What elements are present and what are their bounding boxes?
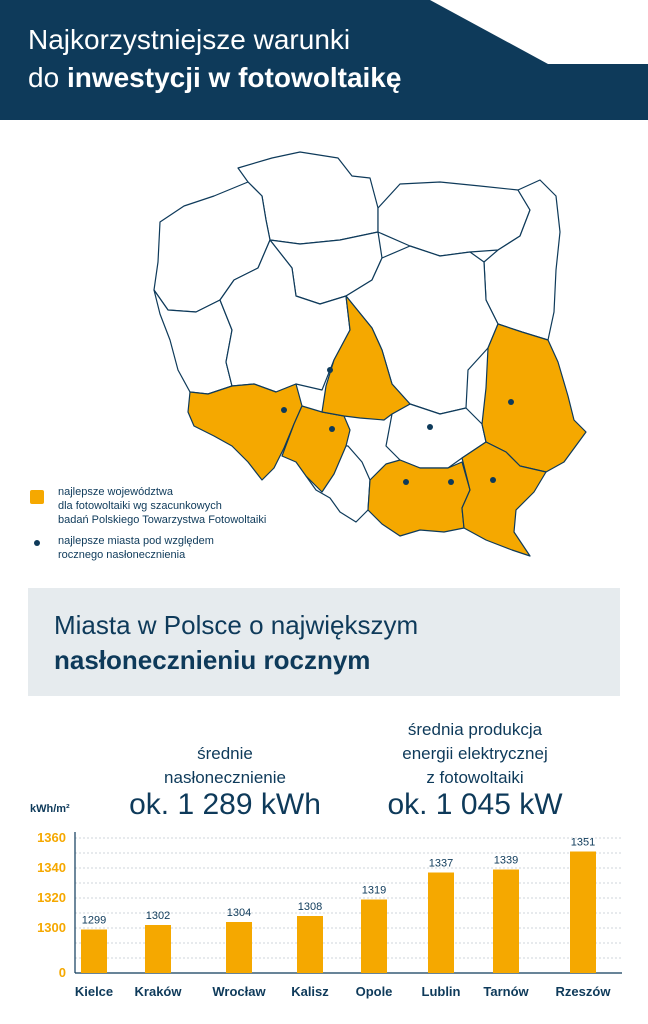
legend-cities-line1: najlepsze miasta pod względem — [58, 535, 214, 547]
chart-bar — [428, 873, 454, 974]
production-label-line2: energii elektrycznej — [402, 744, 548, 763]
chart-bar — [570, 852, 596, 974]
city-dot-kalisz — [327, 367, 333, 373]
region-dolnoslaskie — [188, 384, 302, 480]
production-label-line3: z fotowoltaiki — [426, 768, 524, 787]
chart-data-label: 1351 — [570, 836, 596, 849]
chart-bar — [361, 900, 387, 974]
chart-bar — [81, 930, 107, 974]
insolation-label-line2: nasłonecznienie — [164, 768, 286, 787]
section-title-line1: Miasta w Polsce o największym — [54, 610, 419, 640]
production-label-line1: średnia produkcja — [407, 720, 543, 739]
city-dot-krakow — [403, 479, 409, 485]
chart-y-tick-label: 1300 — [37, 920, 66, 935]
chart-data-label: 1339 — [493, 854, 519, 867]
page-title-prefix: do — [28, 62, 67, 93]
production-value: ok. 1 045 kW — [387, 788, 563, 821]
legend-provinces-line2: dla fotowoltaiki wg szacunkowych — [58, 500, 222, 512]
page-title-line1: Najkorzystniejsze warunki — [28, 24, 351, 55]
production-label — [365, 718, 585, 790]
chart-x-tick-label: Opole — [355, 984, 393, 999]
city-dot-kielce — [427, 424, 433, 430]
chart-x-tick-label: Kielce — [74, 984, 114, 999]
insolation-label — [125, 742, 325, 790]
chart-x-tick-label: Lublin — [421, 984, 461, 999]
insolation-value: ok. 1 289 kWh — [129, 788, 321, 821]
navy-dot-icon — [34, 540, 40, 546]
chart-x-tick-label: Wrocław — [212, 984, 266, 999]
legend-provinces-line1: najlepsze województwa — [58, 486, 173, 498]
orange-square-icon — [30, 490, 44, 504]
chart-y-axis-label: kWh/m² — [30, 803, 70, 815]
insolation-label-line1: średnie — [197, 744, 253, 763]
legend-provinces — [58, 485, 266, 527]
chart-data-label: 1308 — [297, 901, 323, 913]
region-malopolskie — [368, 460, 470, 536]
chart-data-label: 1299 — [81, 914, 107, 927]
header-banner — [0, 0, 648, 120]
city-dot-lublin — [508, 399, 514, 405]
chart-x-tick-label: Kalisz — [291, 984, 329, 999]
chart-bar — [297, 916, 323, 973]
section-title-line2: nasłonecznieniu rocznym — [54, 645, 371, 675]
chart-data-label: 1302 — [145, 910, 171, 922]
chart-y-tick-label: 0 — [58, 965, 66, 980]
chart-y-tick-label: 1340 — [37, 860, 66, 875]
chart-y-tick-label: 1360 — [37, 830, 66, 845]
legend-provinces-line3: badań Polskiego Towarzystwa Fotowoltaiki — [58, 514, 267, 526]
chart-data-label: 1337 — [428, 857, 454, 870]
chart-bar — [145, 925, 171, 973]
city-dot-opole — [329, 426, 335, 432]
chart-bar — [226, 922, 252, 973]
legend-cities — [58, 534, 214, 562]
chart-bar — [493, 870, 519, 974]
chart-x-tick-label: Kraków — [134, 984, 182, 999]
city-dot-rzeszow — [490, 477, 496, 483]
section-heading-box — [28, 588, 620, 696]
chart-y-tick-label: 1320 — [37, 890, 66, 905]
legend-cities-line2: rocznego nasłonecznienia — [58, 549, 186, 561]
chart-x-tick-label: Rzeszów — [555, 984, 611, 999]
page-title-bold: inwestycji w fotowoltaikę — [66, 62, 402, 93]
chart-x-tick-label: Tarnów — [483, 984, 529, 999]
page-title-line2 — [28, 62, 401, 94]
chart-data-label: 1319 — [361, 884, 387, 897]
city-dot-tarnow — [448, 479, 454, 485]
chart-data-label: 1304 — [226, 907, 252, 919]
city-dot-wroclaw — [281, 407, 287, 413]
insolation-bar-chart — [0, 800, 648, 1024]
